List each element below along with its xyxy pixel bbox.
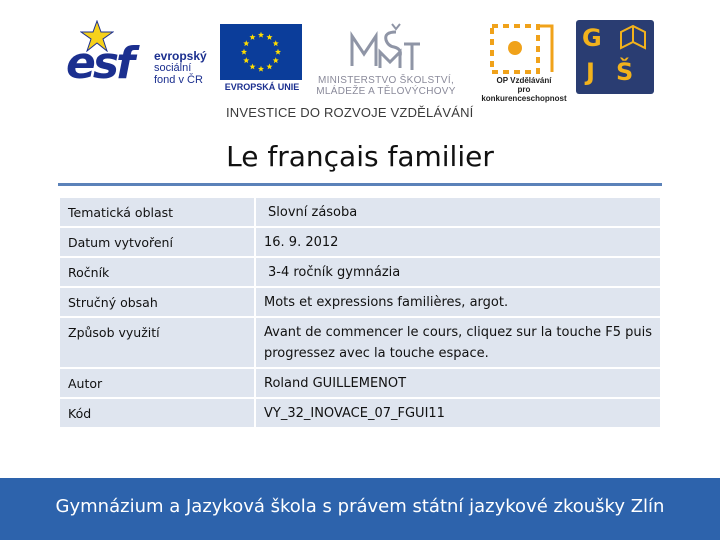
op-caption — [476, 76, 572, 103]
school-logo-letter-s: Š — [616, 58, 634, 86]
row-label: Autor — [59, 368, 255, 398]
eu-star-icon — [266, 34, 272, 40]
msmt-caption-line1: MINISTERSTVO ŠKOLSTVÍ, — [317, 75, 455, 86]
footer-bar — [0, 478, 720, 540]
eu-star-icon — [273, 57, 279, 63]
eu-star-icon — [273, 40, 279, 46]
row-label: Tematická oblast — [59, 197, 255, 227]
metadata-table — [58, 196, 662, 429]
school-logo-letter-j: J — [586, 58, 595, 86]
book-icon — [618, 24, 648, 54]
school-logo-letter-g: G — [582, 24, 602, 52]
esf-caption-line2: sociální — [154, 62, 192, 74]
eu-star-icon — [266, 64, 272, 70]
table-row — [59, 398, 661, 428]
table-row — [59, 317, 661, 368]
title-divider — [58, 183, 662, 186]
op-mark-icon — [476, 20, 572, 76]
row-value: 16. 9. 2012 — [255, 227, 661, 257]
esf-caption — [154, 50, 207, 86]
esf-logo — [66, 24, 218, 102]
esf-caption-line1: evropský — [154, 49, 207, 63]
eu-stars-icon — [220, 24, 302, 80]
eu-star-icon — [241, 49, 247, 55]
table-row — [59, 227, 661, 257]
row-value: Slovní zásoba — [255, 197, 661, 227]
op-caption-line1: OP Vzdělávání — [496, 76, 552, 85]
msmt-caption-line2: MLÁDEŽE A TĚLOVÝCHOVY — [316, 86, 456, 97]
program-tagline: INVESTICE DO ROZVOJE VZDĚLÁVÁNÍ — [226, 105, 474, 120]
eu-star-icon — [243, 57, 249, 63]
row-label: Datum vytvoření — [59, 227, 255, 257]
msmt-caption — [310, 75, 462, 97]
eu-star-icon — [258, 32, 264, 38]
row-label: Způsob využití — [59, 317, 255, 368]
table-row — [59, 197, 661, 227]
eu-star-icon — [258, 66, 264, 72]
esf-wordmark: esf — [66, 38, 133, 89]
row-label: Ročník — [59, 257, 255, 287]
footer-school-name: Gymnázium a Jazyková škola s právem státní jazykové zkoušky Zlín — [55, 496, 665, 517]
eu-flag — [220, 24, 302, 80]
table-row — [59, 287, 661, 317]
page-title: Le français familier — [226, 140, 494, 173]
row-value: Roland GUILLEMENOT — [255, 368, 661, 398]
row-label: Stručný obsah — [59, 287, 255, 317]
row-value: VY_32_INOVACE_07_FGUI11 — [255, 398, 661, 428]
row-label: Kód — [59, 398, 255, 428]
eu-star-icon — [243, 40, 249, 46]
eu-label: EVROPSKÁ UNIE — [224, 82, 300, 92]
op-caption-line2: pro konkurenceschopnost — [481, 85, 567, 103]
eu-star-icon — [249, 64, 255, 70]
eu-star-icon — [275, 49, 281, 55]
row-value: 3-4 ročník gymnázia — [255, 257, 661, 287]
eu-star-icon — [249, 34, 255, 40]
table-row — [59, 368, 661, 398]
logo-strip — [0, 0, 720, 130]
msmt-logo — [310, 20, 460, 100]
row-value: Avant de commencer le cours, cliquez sur la touche F5 puis progressez avec la touche espace. — [255, 317, 661, 368]
op-logo — [476, 20, 567, 103]
row-value: Mots et expressions familières, argot. — [255, 287, 661, 317]
msmt-mark-icon — [348, 20, 422, 72]
eu-logo — [218, 24, 304, 96]
school-logo — [576, 20, 654, 94]
esf-caption-line3: fond v ČR — [154, 74, 203, 86]
table-row — [59, 257, 661, 287]
